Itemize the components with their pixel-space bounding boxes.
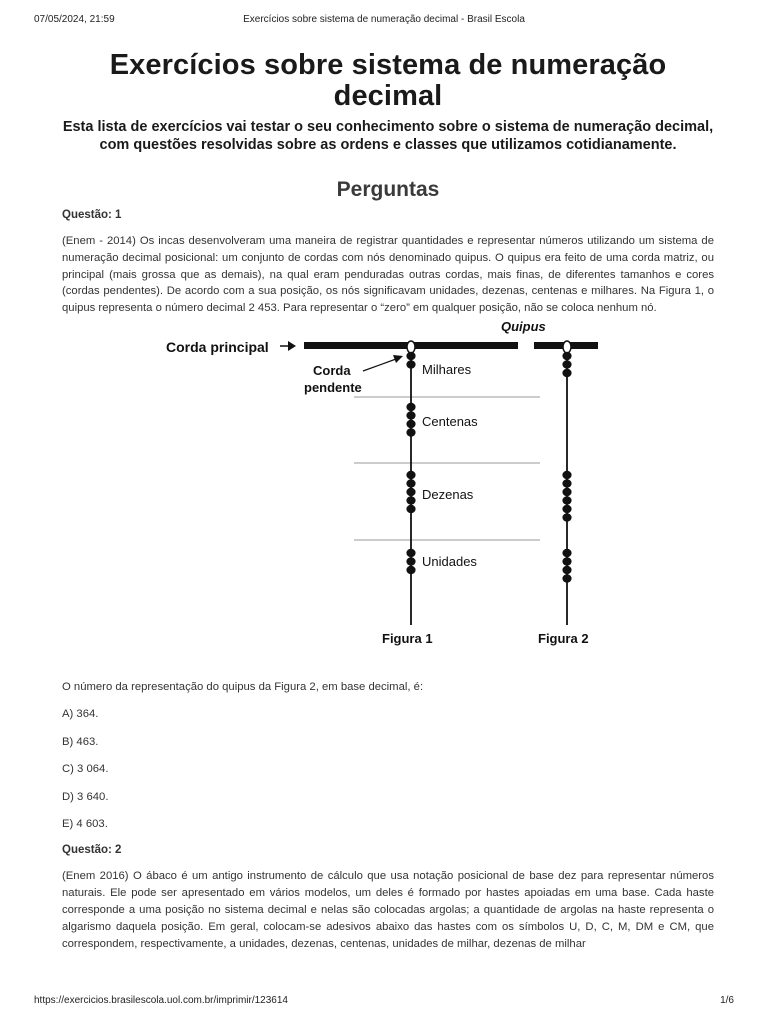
question-1-options	[62, 706, 714, 832]
question-1-label: Questão: 1	[62, 209, 122, 221]
pendant-pointer-line	[363, 359, 396, 371]
option-b: B) 463.	[62, 735, 99, 748]
option-c: C) 3 064.	[62, 763, 109, 776]
print-datetime: 07/05/2024, 21:59	[34, 14, 115, 25]
print-url: https://exercicios.brasilescola.uol.com.br/imprimir/123614	[34, 995, 288, 1006]
knot-figure1-dezenas	[406, 479, 415, 487]
knot-figure2-unidades	[562, 574, 571, 582]
knot-figure2-unidades	[562, 549, 571, 557]
order-label-milhares: Milhares	[422, 361, 472, 377]
section-heading: Perguntas	[336, 178, 440, 201]
knot-figure2-dezenas	[562, 513, 571, 521]
knot-figure1-dezenas	[406, 471, 415, 479]
article-content	[62, 50, 714, 952]
knot-figure1-unidades	[406, 549, 415, 557]
order-label-centenas: Centenas	[422, 413, 478, 429]
knot-figure2-milhares	[562, 352, 571, 360]
knot-figure2-dezenas	[562, 488, 571, 496]
option-a: A) 364.	[62, 708, 99, 721]
knot-figure1-milhares	[406, 352, 415, 360]
knot-figure2-dezenas	[562, 505, 571, 513]
pendant-pointer-head	[393, 355, 403, 363]
question-2-statement: (Enem 2016) O ábaco é um antigo instrumento de cálculo que usa notação posicional de base dez para representar números naturais. Ele pode ser apresentado em vários modelos, um deles é formado por hastes apoiadas em uma base. Cada haste corresponde a uma posição no sistema decimal e nelas são colocadas argolas; a quantidade de argolas na haste representa o algarismo daquela posição. Em geral, colocam-se adesivos abaixo das hastes com os símbolos U, D, C, M, DM e CM, que correspondem, respectivamente, a unidades, dezenas, centenas, unidades de milhar, dezenas de milhar	[62, 870, 714, 950]
knot-figure1-centenas	[406, 411, 415, 419]
knot-figure1-unidades	[406, 557, 415, 565]
knot-figure2-dezenas	[562, 496, 571, 504]
print-header	[0, 14, 768, 28]
knot-figure1-dezenas	[406, 488, 415, 496]
knot-figure1-milhares	[406, 360, 415, 368]
knot-figure2-unidades	[562, 557, 571, 565]
knot-figure2-unidades	[562, 566, 571, 574]
knot-figure1-centenas	[406, 428, 415, 436]
print-page-number: 1/6	[720, 995, 734, 1006]
knot-figure2-dezenas	[562, 479, 571, 487]
figure-2-caption: Figura 2	[538, 630, 589, 646]
knot-figure1-centenas	[406, 403, 415, 411]
figure-1-caption: Figura 1	[382, 630, 433, 646]
order-label-unidades: Unidades	[422, 553, 477, 569]
question-1-statement: (Enem - 2014) Os incas desenvolveram uma maneira de registrar quantidades e representar números utilizando um sistema de numeração decimal posicional: um conjunto de cordas com nós denominado quipus. O quipus era feito de uma corda matriz, ou principal (mais grossa que as demais), na qual eram penduradas outras cordas, mais finas, de diferentes tamanhos e cores (cordas pendentes). De acordo com a sua posição, os nós significavam unidades, dezenas, centenas e milhares. Na Figura 1, o quipus representa o número decimal 2 453. Para representar o “zero” em qualquer posição, não se coloca nenhum nó.	[62, 235, 714, 315]
print-footer	[0, 995, 768, 1009]
pendant-tie-figure1	[407, 341, 415, 353]
quipus-diagram	[62, 325, 714, 675]
page-subtitle: Esta lista de exercícios vai testar o seu conhecimento sobre o sistema de numeração decimal, com questões resolvidas sobre as ordens e classes que utilizamos cotidianamente.	[62, 119, 714, 153]
knot-figure1-centenas	[406, 420, 415, 428]
print-page-title: Exercícios sobre sistema de numeração decimal - Brasil Escola	[243, 14, 525, 25]
knot-figure1-unidades	[406, 566, 415, 574]
main-cord-arrow-head	[288, 341, 296, 351]
order-label-dezenas: Dezenas	[422, 486, 474, 502]
knot-figure2-milhares	[562, 369, 571, 377]
knot-figure1-dezenas	[406, 496, 415, 504]
knot-figure1-dezenas	[406, 505, 415, 513]
question-2-label: Questão: 2	[62, 844, 122, 857]
knot-figure2-dezenas	[562, 471, 571, 479]
knot-figure2-milhares	[562, 360, 571, 368]
option-d: D) 3 640.	[62, 790, 109, 803]
pendant-tie-figure2	[563, 341, 571, 353]
quipus-title: Quipus	[501, 318, 546, 334]
question-1-prompt: O número da representação do quipus da Figura 2, em base decimal, é:	[62, 680, 424, 693]
main-cord-label: Corda principal	[166, 338, 269, 355]
quipus-figure	[62, 318, 714, 675]
pendant-label-line1: Corda	[313, 362, 351, 378]
page-title: Exercícios sobre sistema de numeração decimal	[109, 49, 667, 112]
pendant-label-line2: pendente	[304, 379, 362, 395]
option-e: E) 4 603.	[62, 818, 108, 831]
